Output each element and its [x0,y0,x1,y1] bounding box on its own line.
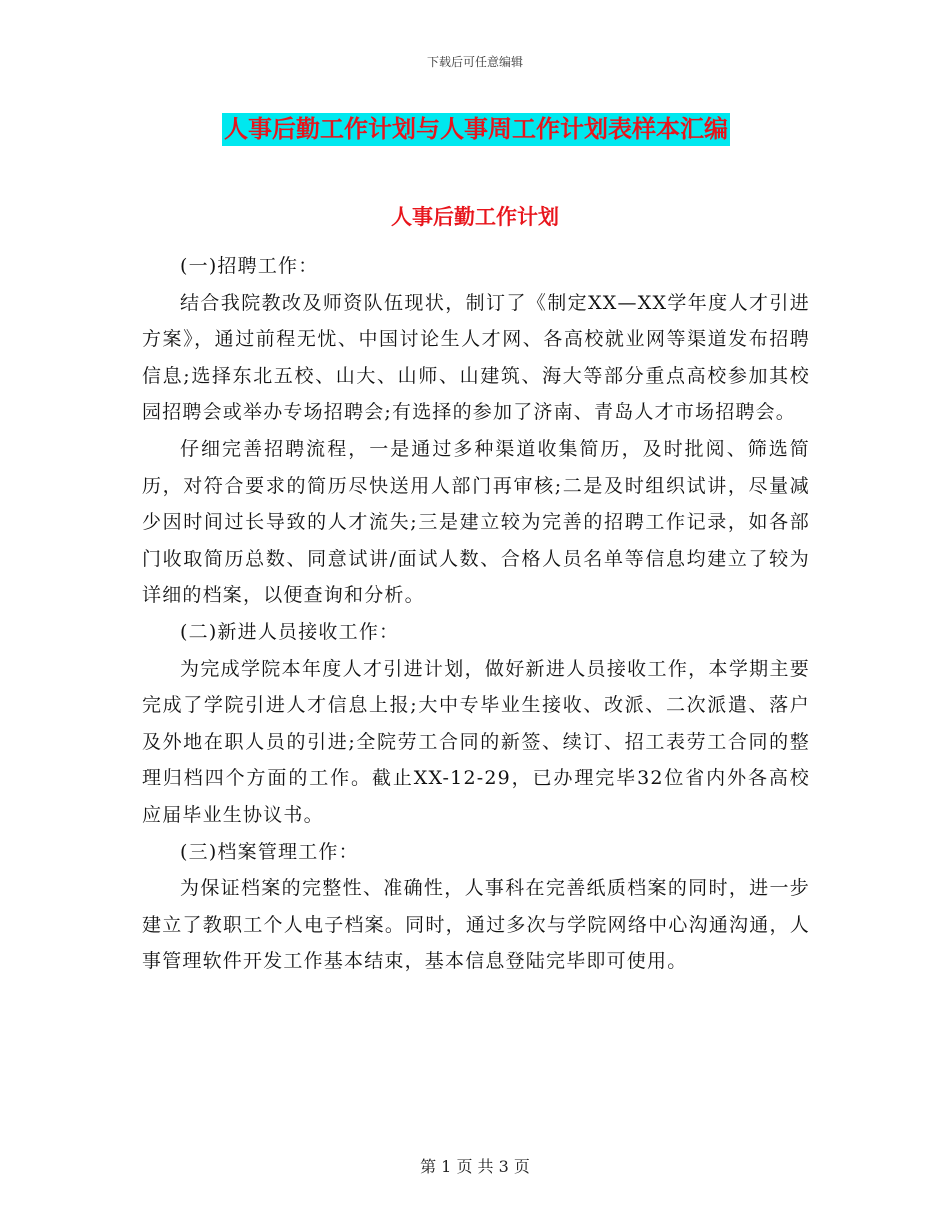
paragraph-recruitment-process: 仔细完善招聘流程，一是通过多种渠道收集简历，及时批阅、筛选简历，对符合要求的简历尽快送用人部门再审核;二是及时组织试讲，尽量减少因时间过长导致的人才流失;三是建立较为完善的招聘工作记录，如各部门收取简历总数、同意试讲/面试人数、合格人员名单等信息均建立了较为详细的档案，以便查询和分析。 [142,437,810,607]
section-title: 人事后勤工作计划 [391,205,559,229]
page-number: 第 1 页 共 3 页 [420,1157,530,1176]
page-header-note: 下载后可任意编辑 [426,55,523,69]
document-title: 人事后勤工作计划与人事周工作计划表样本汇编 [222,113,730,146]
paragraph-new-staff-work: 为完成学院本年度人才引进计划，做好新进人员接收工作，本学期主要完成了学院引进人才信息上报;大中专毕业生接收、改派、二次派遣、落户及外地在职人员的引进;全院劳工合同的新签、续订、招工表劳工合同的整理归档四个方面的工作。截止XX-12-29，已办理完毕32位省内外各高校应届毕业生协议书。 [142,657,810,826]
paragraph-new-staff-heading: (二)新进人员接收工作： [180,620,400,643]
paragraph-archive-work: 为保证档案的完整性、准确性，人事科在完善纸质档案的同时，进一步建立了教职工个人电子档案。同时，通过多次与学院网络中心沟通沟通，人事管理软件开发工作基本结束，基本信息登陆完毕即可使用。 [142,877,810,973]
paragraph-recruitment-heading: (一)招聘工作： [180,255,319,277]
paragraph-archive-heading: (三)档案管理工作： [180,840,359,863]
paragraph-recruitment-plan: 结合我院教改及师资队伍现状，制订了《制定XX—XX学年度人才引进方案》，通过前程无忧、中国讨论生人才网、各高校就业网等渠道发布招聘信息;选择东北五校、山大、山师、山建筑、海大等部分重点高校参加其校园招聘会或举办专场招聘会;有选择的参加了济南、青岛人才市场招聘会。 [142,291,810,424]
document-body [142,248,810,980]
